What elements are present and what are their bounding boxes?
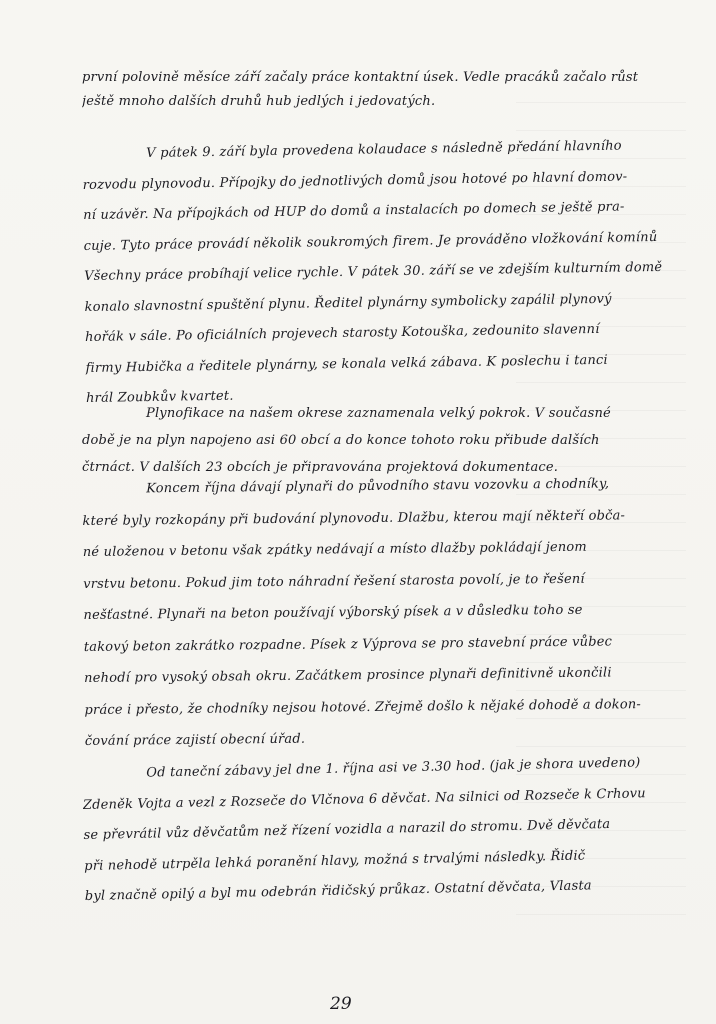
text-line: nešťastné. Plynaři na beton používají výborský písek a v důsledku toho se xyxy=(83,602,583,623)
text-line: ní uzávěr. Na přípojkách od HUP do domů a instalacích po domech se ještě pra- xyxy=(83,199,625,223)
text-line: ještě mnoho dalších druhů hub jedlých i jedovatých. xyxy=(82,94,436,109)
text-line: se převrátil vůz děvčatům než řízení vozidla a narazil do stromu. Dvě děvčata xyxy=(83,816,611,843)
text-line: Plynofikace na našem okrese zaznamenala velký pokrok. V současné xyxy=(146,406,611,421)
page-number: 29 xyxy=(330,994,352,1014)
text-line: Zdeněk Vojta a vezl z Rozseče do Vlčnova 6 děvčat. Na silnici od Rozseče k Crhovu xyxy=(82,785,646,813)
paragraph-4 xyxy=(82,468,665,758)
text-line: né uloženou v betonu však zpátky nedávají a místo dlažby pokládají jenom xyxy=(82,539,588,560)
text-line: které byly rozkopány při budování plynovodu. Dlažbu, kterou mají někteří obča- xyxy=(82,507,626,529)
paragraph-2 xyxy=(82,131,666,415)
text-line: Od taneční zábavy jel dne 1. října asi ve 3.30 hod. (jak je shora uvedeno) xyxy=(146,755,641,781)
text-line: nehodí pro vysoký obsah okru. Začátkem prosince plynaři definitivně ukončili xyxy=(84,665,612,686)
text-line: první polovině měsíce září začaly práce kontaktní úsek. Vedle pracáků začalo růst xyxy=(82,70,639,85)
text-line: Všechny práce probíhají velice rychle. V pátek 30. září se ve zdejším kulturním domě xyxy=(84,259,663,284)
text-line: vrstvu betonu. Pokud jim toto náhradní řešení starosta povolí, je to řešení xyxy=(83,571,585,592)
paragraph-5 xyxy=(82,748,665,913)
text-line: rozvodu plynovodu. Přípojky do jednotlivých domů jsou hotové po hlavní domov- xyxy=(82,168,628,193)
text-line: firmy Hubička a ředitele plynárny, se konala velká zábava. K poslechu i tanci xyxy=(85,352,608,376)
text-line: byl značně opilý a byl mu odebrán řidičský průkaz. Ostatní děvčata, Vlasta xyxy=(84,878,592,904)
text-line: čtrnáct. V dalších 23 obcích je připravována projektová dokumentace. xyxy=(82,460,559,475)
paragraph-1 xyxy=(82,66,662,114)
text-line: V pátek 9. září byla provedena kolaudace s následně předání hlavního xyxy=(146,138,622,161)
text-line: takový beton zakrátko rozpadne. Písek z Výprova se pro stavební práce vůbec xyxy=(83,633,613,655)
text-line: hořák v sále. Po oficiálních projevech starosty Kotouška, zedounito slavenní xyxy=(84,321,600,345)
text-line: práce i přesto, že chodníky nejsou hotové. Zřejmě došlo k nějaké dohodě a dokon- xyxy=(84,696,642,718)
text-line: hrál Zoubkův kvartet. xyxy=(85,388,234,406)
text-line: při nehodě utrpěla lehká poranění hlavy, možná s trvalými následky. Řidič xyxy=(84,847,586,874)
text-line: cuje. Tyto práce provádí několik soukromých firem. Je prováděno vložkování komínů xyxy=(83,229,658,254)
text-line: čování práce zajistí obecní úřad. xyxy=(84,731,306,749)
text-line: době je na plyn napojeno asi 60 obcí a do konce tohoto roku přibude dalších xyxy=(82,433,600,448)
text-line: konalo slavnostní spuštění plynu. Ředitel plynárny symbolicky zapálil plynový xyxy=(84,291,612,315)
text-line: Koncem října dávají plynaři do původního stavu vozovku a chodníky, xyxy=(146,476,610,497)
